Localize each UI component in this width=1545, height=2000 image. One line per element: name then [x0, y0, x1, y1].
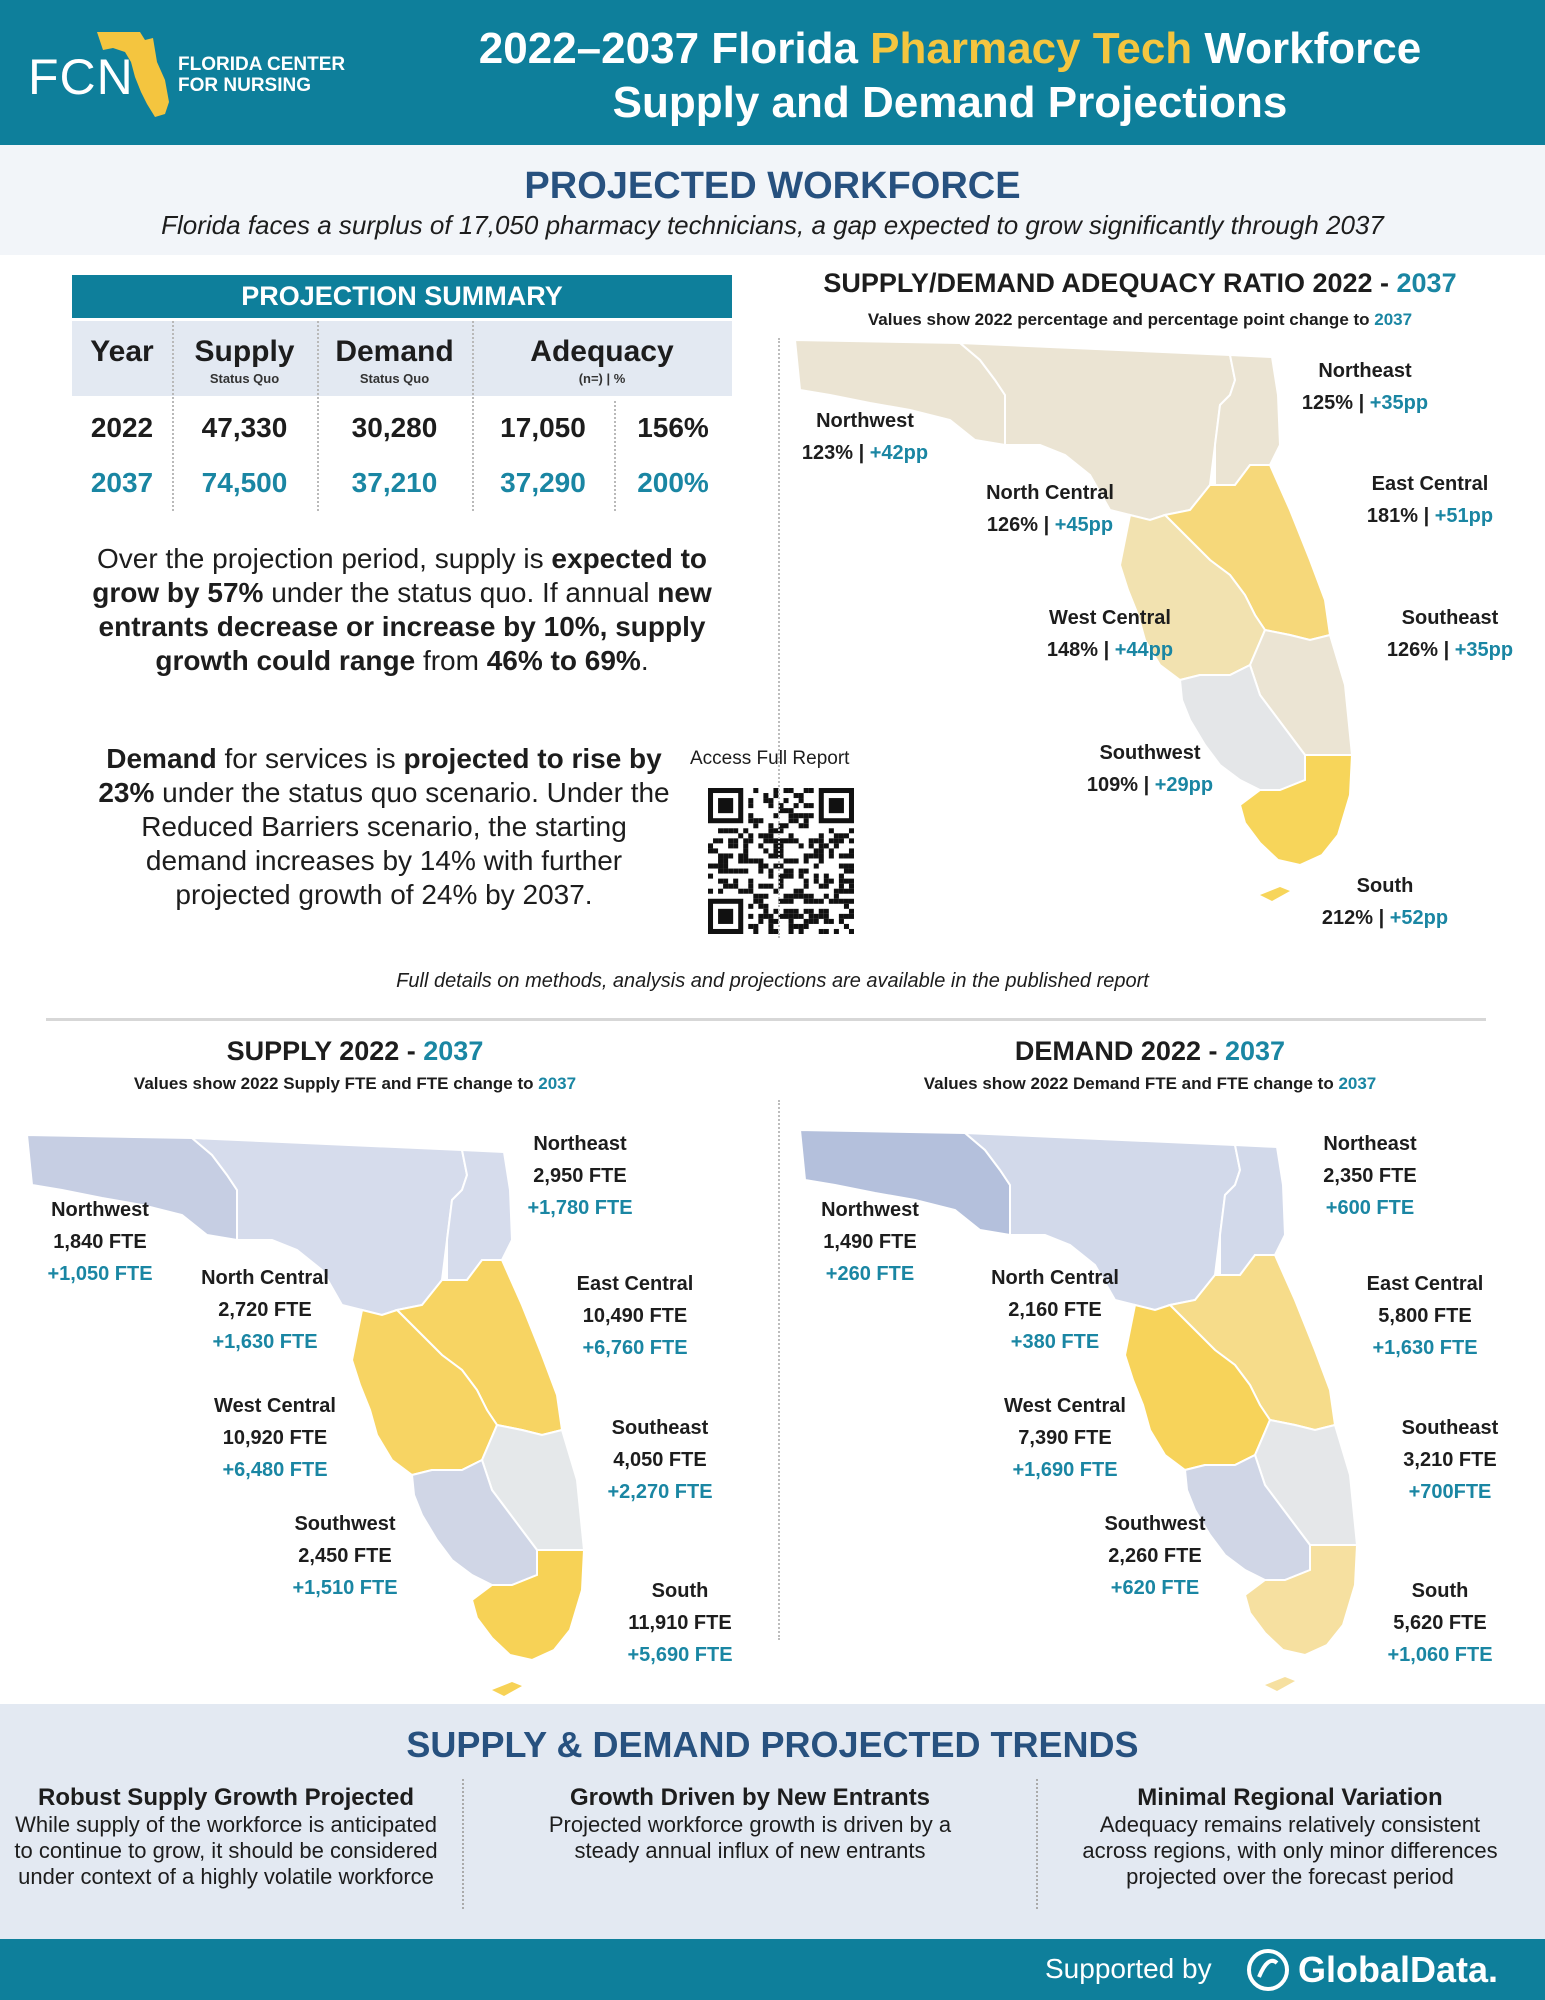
- region-change: +6,480 FTE: [222, 1459, 328, 1481]
- region-label-south: [1360, 1575, 1520, 1671]
- region-change: +1,050 FTE: [47, 1263, 153, 1285]
- florida-keys: [1265, 1677, 1295, 1691]
- region-value: 123% |: [801, 442, 870, 464]
- row-2037-supply: 74,500: [201, 466, 288, 498]
- region-label-northwest: [790, 1194, 950, 1290]
- region-value: 2,160 FTE: [1008, 1299, 1102, 1321]
- region-value: 2,950 FTE: [533, 1165, 627, 1187]
- demand-map-title: DEMAND 2022 - 2037: [1014, 1036, 1286, 1066]
- region-label-southwest: [260, 1508, 430, 1604]
- table-row: [72, 455, 732, 510]
- adequacy-map-subtitle: Values show 2022 percentage and percentage point change to 2037: [867, 310, 1413, 329]
- row-2037-adequacy-pct: 200%: [637, 466, 709, 498]
- region-change: +1,780 FTE: [527, 1197, 633, 1219]
- trend-item-new-entrants: Growth Driven by New Entrants Projected workforce growth is driven by a steady annual influx of new entrants: [548, 1784, 952, 1863]
- region-label-east-central: [560, 1268, 710, 1364]
- demand-map-subtitle: Values show 2022 Demand FTE and FTE change to 2037: [923, 1074, 1377, 1093]
- region-change: +260 FTE: [825, 1263, 915, 1285]
- region-change: +600 FTE: [1325, 1197, 1415, 1219]
- column-divider: [778, 1100, 780, 1640]
- summary-title: PROJECTION SUMMARY: [72, 275, 732, 318]
- region-change: +1,060 FTE: [1387, 1644, 1493, 1666]
- florida-keys: [1260, 887, 1290, 901]
- region-label-southwest: [1060, 737, 1240, 801]
- region-change: +6,760 FTE: [582, 1337, 688, 1359]
- supply-paragraph: Over the projection period, supply is expected to grow by 57% under the status quo. If annual new entrants decrease or increase by 10%, supply growth could range from 46% to 69%.: [92, 543, 712, 676]
- region-name: North Central: [201, 1267, 329, 1289]
- col-adequacy: Adequacy (n=) | %: [530, 335, 674, 386]
- region-label-west-central: [190, 1390, 360, 1486]
- supported-by-text: Supported by: [1045, 1953, 1212, 1984]
- section-divider: [46, 1018, 1486, 1021]
- region-change: +1,690 FTE: [1012, 1459, 1118, 1481]
- globaldata-brand: GlobalData.: [1298, 1949, 1499, 1990]
- region-label-north-central: [960, 477, 1140, 541]
- region-name: South: [651, 1580, 709, 1602]
- row-2022-demand: 30,280: [351, 411, 438, 443]
- row-2037-year: 2037: [90, 466, 154, 498]
- region-name: South: [1356, 875, 1414, 897]
- header-bar: [0, 0, 1545, 145]
- region-label-west-central: [980, 1390, 1150, 1486]
- region-name: East Central: [576, 1273, 694, 1295]
- projection-summary-table: [72, 275, 732, 510]
- region-change: +45pp: [1054, 514, 1114, 536]
- region-change: +44pp: [1114, 639, 1174, 661]
- logo-sub-line-1: FLORIDA CENTER: [178, 54, 346, 75]
- region-name: Northwest: [821, 1199, 919, 1221]
- region-name: Southeast: [1401, 1417, 1499, 1439]
- region-value: 7,390 FTE: [1018, 1427, 1112, 1449]
- trend-item-supply-growth: Robust Supply Growth Projected While supply of the workforce is anticipated to continue to grow, it should be considered under context of a highly volatile workforce: [14, 1784, 438, 1889]
- region-value: 3,210 FTE: [1403, 1449, 1497, 1471]
- region-name: Northeast: [1323, 1133, 1417, 1155]
- col-year: Year: [90, 335, 154, 368]
- table-divider: [472, 321, 474, 511]
- region-value: 126% |: [986, 514, 1055, 536]
- region-value: 2,350 FTE: [1323, 1165, 1417, 1187]
- region-change: +42pp: [869, 442, 929, 464]
- trend-divider: [1036, 1779, 1038, 1909]
- projected-workforce-band: [0, 145, 1545, 255]
- region-name: North Central: [991, 1267, 1119, 1289]
- region-label-northeast: [1290, 1128, 1450, 1224]
- region-label-northeast: [500, 1128, 660, 1224]
- region-value: 125% |: [1301, 392, 1370, 414]
- region-value: 10,490 FTE: [582, 1305, 688, 1327]
- region-value: 212% |: [1321, 907, 1390, 929]
- region-name: West Central: [214, 1395, 336, 1417]
- trends-title: SUPPLY & DEMAND PROJECTED TRENDS: [406, 1724, 1139, 1765]
- band-subtitle: Florida faces a surplus of 17,050 pharmacy technicians, a gap expected to grow significantly through 2037: [161, 210, 1384, 240]
- title-part-2: Workforce: [1192, 24, 1422, 73]
- row-2022-year: 2022: [90, 411, 154, 443]
- region-label-south: [1300, 870, 1470, 934]
- region-name: Southwest: [1099, 742, 1201, 764]
- col-demand: Demand Status Quo: [335, 335, 454, 386]
- region-label-north-central: [180, 1262, 350, 1358]
- region-name: Southeast: [1401, 607, 1499, 629]
- region-value: 2,260 FTE: [1108, 1545, 1202, 1567]
- region-change: +29pp: [1154, 774, 1214, 796]
- trend-divider: [462, 1779, 464, 1909]
- region-value: 11,910 FTE: [628, 1612, 732, 1634]
- region-value: 148% |: [1046, 639, 1115, 661]
- supply-map-title: SUPPLY 2022 - 2037: [226, 1036, 484, 1066]
- region-name: West Central: [1004, 1395, 1126, 1417]
- footer-bar: [0, 1939, 1545, 2000]
- region-change: +35pp: [1454, 639, 1514, 661]
- region-label-east-central: [1350, 1268, 1500, 1364]
- region-label-northwest: [780, 405, 950, 469]
- region-value: 109% |: [1086, 774, 1155, 796]
- region-value: 2,450 FTE: [298, 1545, 392, 1567]
- region-label-east-central: [1340, 468, 1520, 532]
- row-2022-supply: 47,330: [201, 411, 288, 443]
- region-value: 5,620 FTE: [1393, 1612, 1487, 1634]
- qr-label: Access Full Report: [690, 748, 850, 769]
- region-label-west-central: [1020, 602, 1200, 666]
- row-2022-adequacy-n: 17,050: [500, 411, 586, 443]
- region-name: Northeast: [533, 1133, 627, 1155]
- region-name: Northwest: [816, 410, 914, 432]
- row-2037-adequacy-n: 37,290: [500, 466, 586, 498]
- logo-text: FCN: [28, 49, 134, 105]
- logo-subtitle: [178, 54, 345, 96]
- globaldata-logo-icon: [1245, 1947, 1291, 1993]
- region-change: +51pp: [1434, 505, 1494, 527]
- band-title: PROJECTED WORKFORCE: [524, 165, 1021, 207]
- title-line-2: Supply and Demand Projections: [612, 78, 1288, 127]
- region-name: Southeast: [611, 1417, 709, 1439]
- region-label-northwest: [20, 1194, 180, 1290]
- florida-keys: [492, 1682, 522, 1696]
- region-change: +5,690 FTE: [627, 1644, 733, 1666]
- footnote: Full details on methods, analysis and projections are available in the published report: [396, 970, 1149, 992]
- region-change: +1,630 FTE: [212, 1331, 318, 1353]
- region-change: +2,270 FTE: [607, 1481, 713, 1503]
- col-supply: Supply Status Quo: [194, 335, 295, 386]
- region-label-northeast: [1280, 355, 1450, 419]
- region-value: 10,920 FTE: [222, 1427, 328, 1449]
- region-name: Northwest: [51, 1199, 149, 1221]
- adequacy-map-title: SUPPLY/DEMAND ADEQUACY RATIO 2022 - 2037: [823, 268, 1457, 298]
- region-change: +1,630 FTE: [1372, 1337, 1478, 1359]
- trends-section: [0, 1704, 1545, 1939]
- table-divider: [614, 401, 616, 511]
- region-change: +700FTE: [1408, 1481, 1492, 1503]
- trend-item-regional-variation: Minimal Regional Variation Adequacy remains relatively consistent across regions, with only minor differences projected over the forecast period: [1082, 1784, 1498, 1889]
- region-change: +620 FTE: [1110, 1577, 1200, 1599]
- region-name: East Central: [1366, 1273, 1484, 1295]
- region-change: +35pp: [1369, 392, 1429, 414]
- title-highlight: Pharmacy Tech: [870, 24, 1193, 73]
- table-row: [72, 400, 732, 455]
- region-name: East Central: [1371, 473, 1489, 495]
- region-name: North Central: [986, 482, 1114, 504]
- region-label-southwest: [1070, 1508, 1240, 1604]
- region-label-southeast: [1360, 602, 1540, 666]
- region-value: 1,840 FTE: [53, 1231, 147, 1253]
- logo-sub-line-2: FOR NURSING: [178, 75, 311, 96]
- table-divider: [317, 321, 319, 511]
- region-name: South: [1411, 1580, 1469, 1602]
- table-divider: [172, 321, 174, 511]
- region-label-south: [600, 1575, 760, 1671]
- row-2022-adequacy-pct: 156%: [637, 411, 709, 443]
- region-label-north-central: [970, 1262, 1140, 1358]
- region-value: 4,050 FTE: [613, 1449, 707, 1471]
- region-name: Southwest: [294, 1513, 396, 1535]
- region-value: 126% |: [1386, 639, 1455, 661]
- region-value: 2,720 FTE: [218, 1299, 312, 1321]
- region-label-southeast: [580, 1412, 740, 1508]
- region-value: 5,800 FTE: [1378, 1305, 1472, 1327]
- region-name: West Central: [1049, 607, 1171, 629]
- region-value: 1,490 FTE: [823, 1231, 917, 1253]
- summary-header-row: [72, 321, 732, 396]
- region-label-southeast: [1370, 1412, 1530, 1508]
- page-title: [370, 22, 1530, 130]
- demand-paragraph: Demand for services is projected to rise by 23% under the status quo scenario. Under the Reduced Barriers scenario, the starting demand increases by 14% with further projected growth of 24% by 2037.: [98, 743, 670, 910]
- region-change: +52pp: [1389, 907, 1449, 929]
- row-2037-demand: 37,210: [351, 466, 438, 498]
- region-name: Southwest: [1104, 1513, 1206, 1535]
- region-change: +380 FTE: [1010, 1331, 1100, 1353]
- title-part-1: 2022–2037 Florida: [478, 24, 871, 73]
- region-name: Northeast: [1318, 360, 1412, 382]
- region-change: +1,510 FTE: [292, 1577, 398, 1599]
- supply-map-subtitle: Values show 2022 Supply FTE and FTE change to 2037: [133, 1074, 577, 1093]
- region-value: 181% |: [1366, 505, 1435, 527]
